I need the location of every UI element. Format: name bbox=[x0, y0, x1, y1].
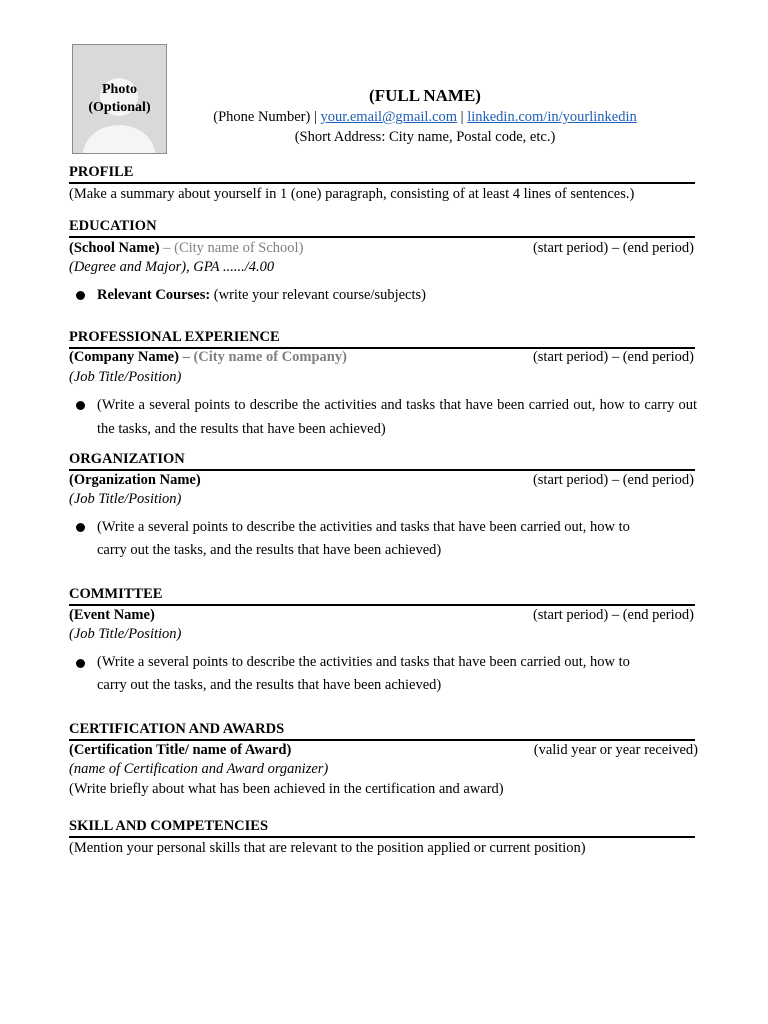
certification-description: (Write briefly about what has been achieved in the certification and award) bbox=[69, 781, 504, 797]
section-title-certification: CERTIFICATION AND AWARDS bbox=[69, 721, 695, 741]
bullet-dot bbox=[76, 523, 85, 532]
experience-position: (Job Title/Position) bbox=[69, 369, 182, 385]
committee-position: (Job Title/Position) bbox=[69, 626, 182, 642]
short-address: (Short Address: City name, Postal code, etc.) bbox=[294, 129, 556, 145]
experience-bullet-text: (Write a several points to describe the activities and tasks that have been carried out, how to carry out the tasks, and the results that have been achieved) bbox=[97, 397, 697, 437]
section-title-experience: PROFESSIONAL EXPERIENCE bbox=[69, 329, 695, 349]
certification-title: (Certification Title/ name of Award) bbox=[69, 742, 292, 758]
bullet-dot bbox=[76, 291, 85, 300]
school-dash: – bbox=[163, 240, 171, 256]
bullet-dot bbox=[76, 659, 85, 668]
email-link[interactable]: your.email@gmail.com bbox=[320, 109, 458, 125]
linkedin-link[interactable]: linkedin.com/in/yourlinkedin bbox=[467, 109, 637, 125]
full-name: (FULL NAME) bbox=[369, 86, 481, 105]
section-title-profile: PROFILE bbox=[69, 164, 695, 184]
committee-bullet-line2: carry out the tasks, and the results that have been achieved) bbox=[97, 677, 442, 693]
skills-text: (Mention your personal skills that are relevant to the position applied or current position) bbox=[69, 840, 586, 856]
company-city: (City name of Company) bbox=[193, 349, 347, 365]
section-title-education: EDUCATION bbox=[69, 218, 695, 238]
organization-position: (Job Title/Position) bbox=[69, 491, 182, 507]
committee-period: (start period) – (end period) bbox=[532, 607, 694, 623]
section-title-organization: ORGANIZATION bbox=[69, 451, 695, 471]
photo-label: Photo bbox=[102, 82, 137, 97]
profile-summary: (Make a summary about yourself in 1 (one) paragraph, consisting of at least 4 lines of sentences.) bbox=[69, 186, 635, 202]
contact-separator: | bbox=[460, 109, 464, 125]
organization-name: (Organization Name) bbox=[69, 472, 201, 488]
courses-label: Relevant Courses: bbox=[97, 287, 211, 303]
courses-text: (write your relevant course/subjects) bbox=[213, 287, 426, 303]
section-title-skills: SKILL AND COMPETENCIES bbox=[69, 818, 695, 838]
contact-line bbox=[160, 109, 690, 126]
avatar-body-shape bbox=[83, 125, 155, 154]
photo-placeholder bbox=[72, 44, 167, 154]
education-period: (start period) – (end period) bbox=[532, 240, 694, 256]
committee-bullet-line1: (Write a several points to describe the activities and tasks that have been carried out, how to bbox=[97, 654, 630, 670]
company-name: (Company Name) bbox=[69, 349, 179, 365]
education-degree: (Degree and Major), GPA ....../4.00 bbox=[69, 259, 275, 275]
experience-company-line bbox=[69, 348, 347, 366]
bullet-dot bbox=[76, 401, 85, 410]
company-dash: – bbox=[182, 349, 190, 365]
organization-period: (start period) – (end period) bbox=[532, 472, 694, 488]
experience-period: (start period) – (end period) bbox=[532, 349, 694, 365]
certification-year: (valid year or year received) bbox=[533, 742, 698, 758]
school-city: (City name of School) bbox=[174, 240, 304, 256]
section-title-committee: COMMITTEE bbox=[69, 586, 695, 606]
certification-organizer: (name of Certification and Award organizer) bbox=[69, 761, 329, 777]
photo-optional-label: (Optional) bbox=[88, 100, 151, 115]
organization-bullet-line2: carry out the tasks, and the results that have been achieved) bbox=[97, 542, 442, 558]
organization-bullet-line1: (Write a several points to describe the activities and tasks that have been carried out, how to bbox=[97, 519, 630, 535]
committee-event-name: (Event Name) bbox=[69, 607, 155, 623]
school-name: (School Name) bbox=[69, 240, 160, 256]
phone-number: (Phone Number) | bbox=[213, 109, 317, 125]
education-school-line bbox=[69, 239, 303, 257]
education-courses bbox=[97, 286, 426, 304]
